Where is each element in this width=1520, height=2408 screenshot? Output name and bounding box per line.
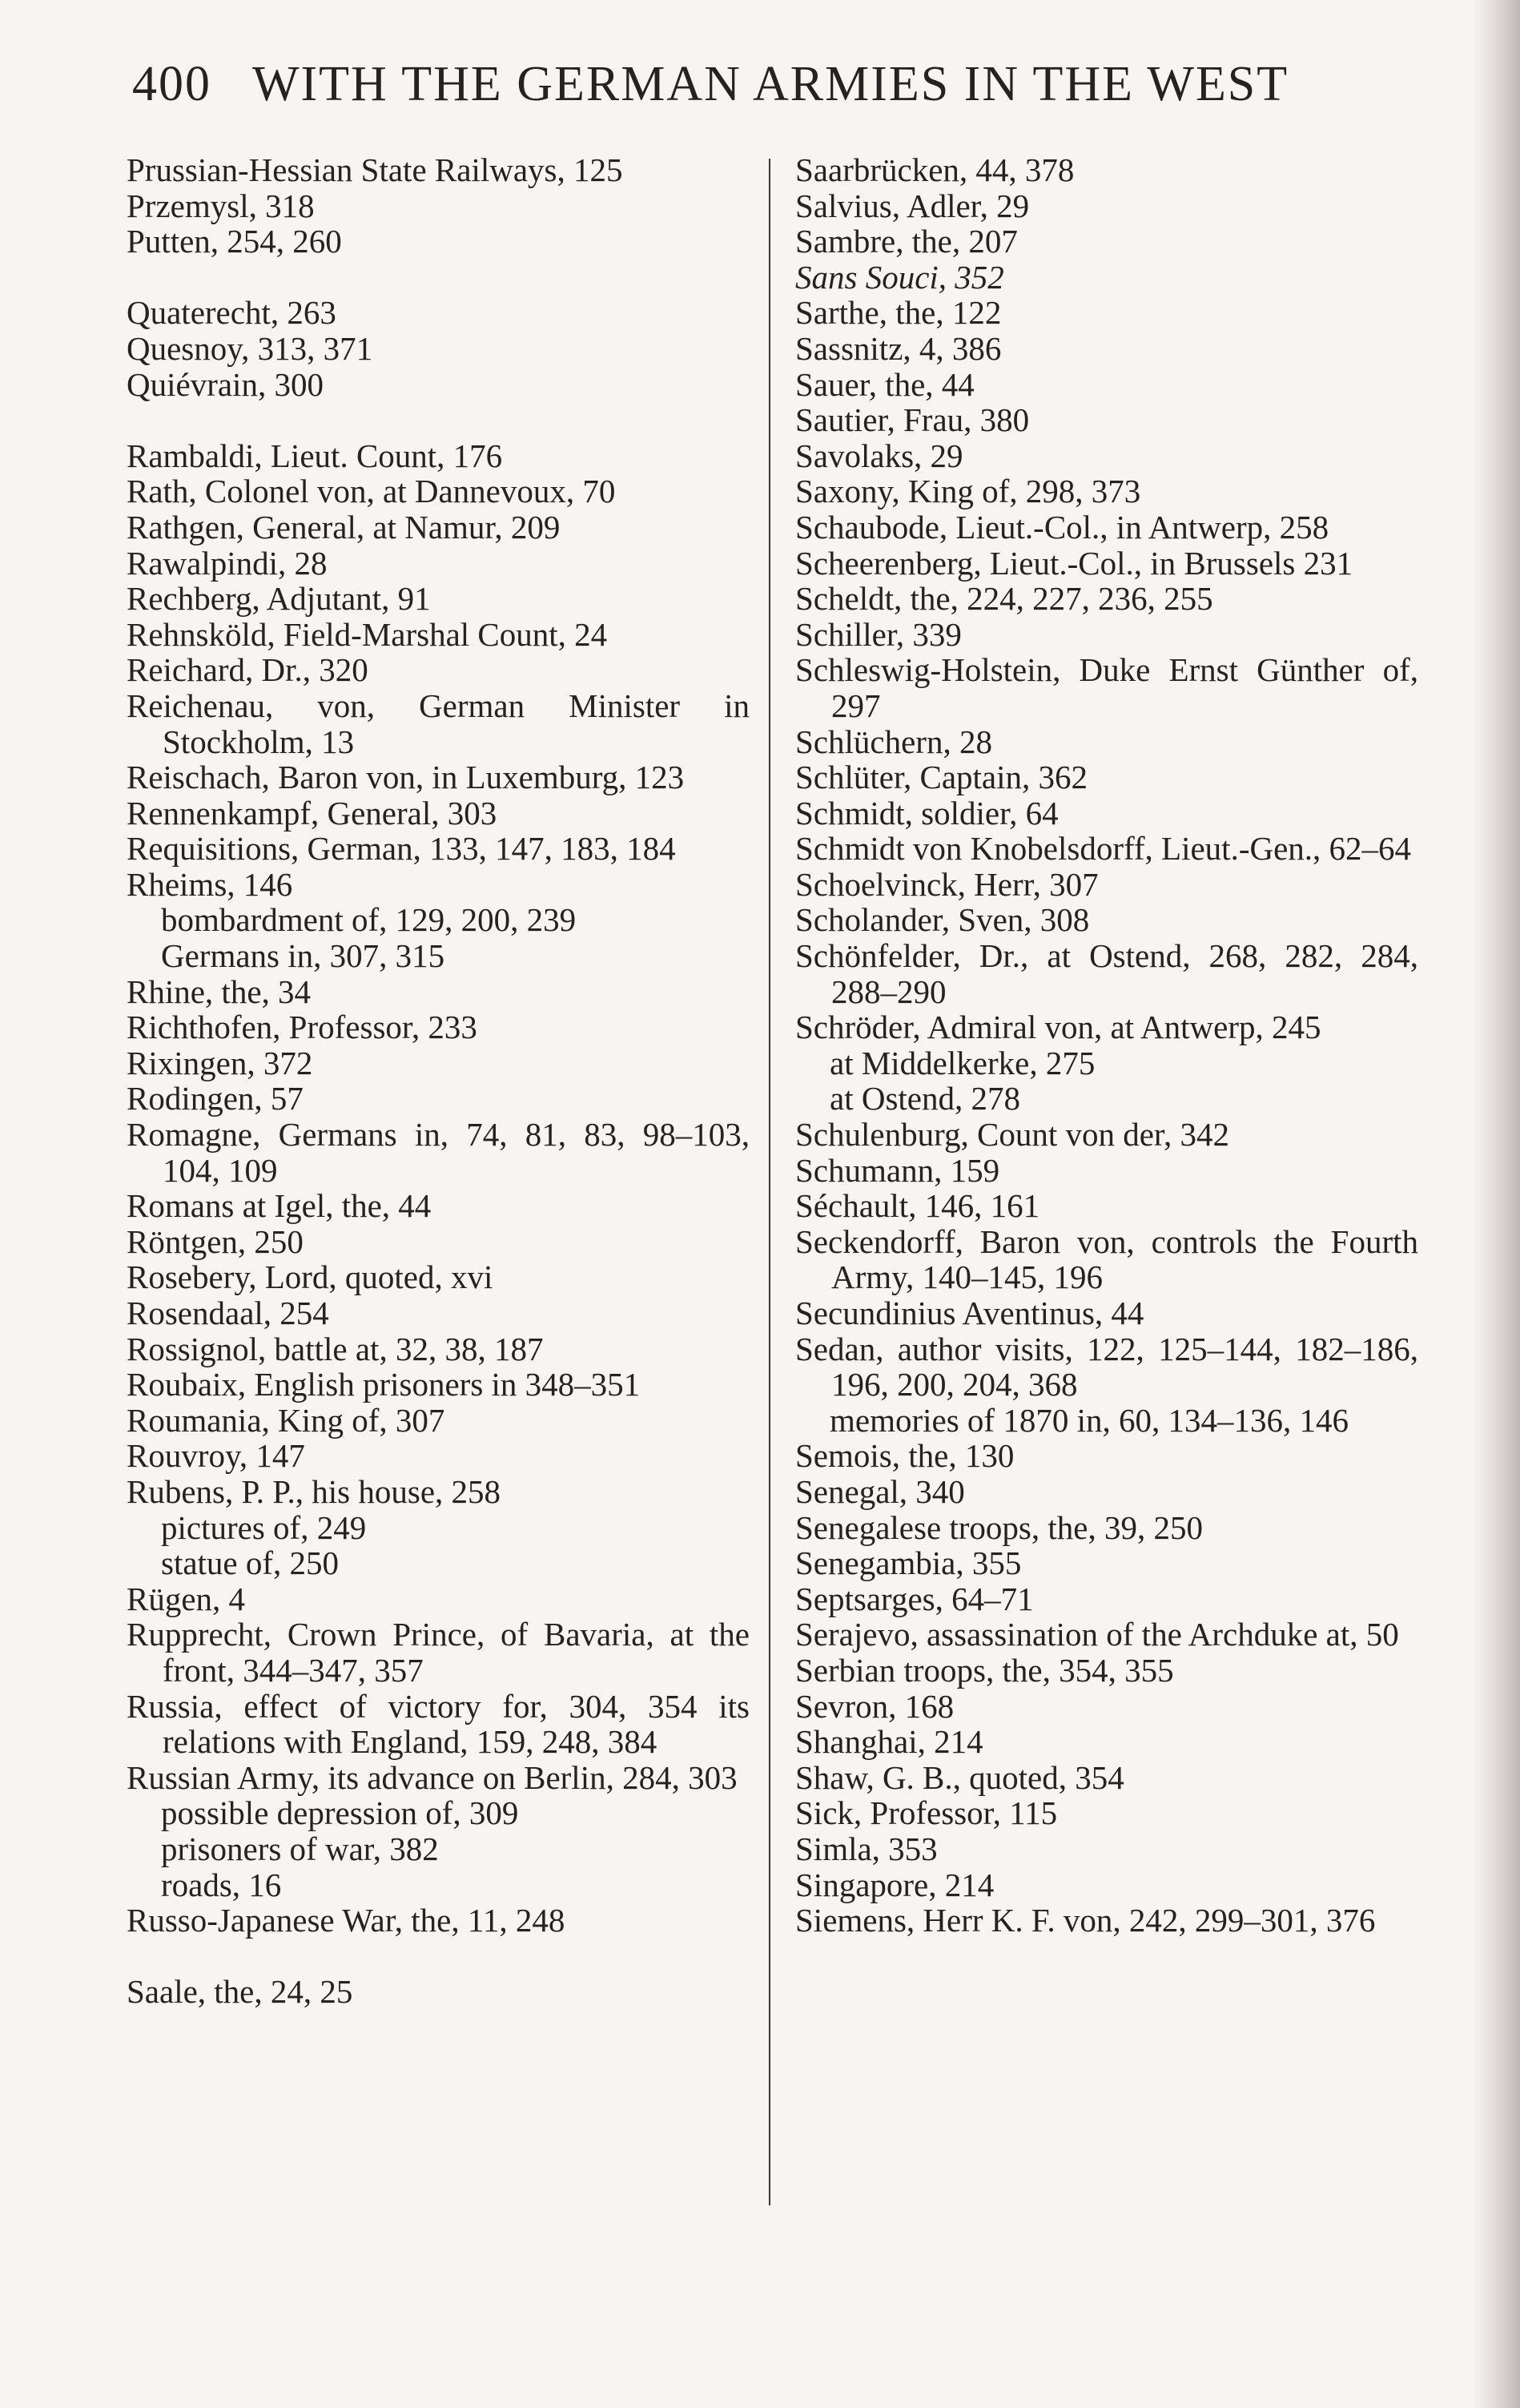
index-entry: Requisitions, German, 133, 147, 183, 184	[127, 830, 676, 868]
running-title: WITH THE GERMAN ARMIES IN THE WEST	[252, 57, 1289, 111]
index-entry: Rodingen, 57	[127, 1080, 304, 1117]
index-column-left	[127, 152, 750, 2010]
index-entry: Rossignol, battle at, 32, 38, 187	[127, 1330, 544, 1367]
index-entry: Sassnitz, 4, 386	[795, 329, 1002, 367]
index-entry: Serbian troops, the, 354, 355	[795, 1651, 1174, 1689]
index-entry: Sambre, the, 207	[795, 223, 1018, 260]
index-entry: Sauer, the, 44	[795, 365, 975, 403]
index-entry: Rennenkampf, General, 303	[127, 794, 497, 832]
index-entry: Quiévrain, 300	[127, 365, 324, 403]
index-entry: Röntgen, 250	[127, 1222, 304, 1260]
index-entry: Septsarges, 64–71	[795, 1580, 1034, 1617]
index-entry: Schoelvinck, Herr, 307	[795, 865, 1099, 903]
index-entry: Rawalpindi, 28	[127, 544, 328, 582]
index-entry: Przemysl, 318	[127, 187, 315, 224]
index-entry: Romagne, Germans in, 74, 81, 83, 98–103, 104, 109	[127, 1116, 750, 1189]
index-entry: Séchault, 146, 161	[795, 1187, 1040, 1225]
index-entry: Scholander, Sven, 308	[795, 901, 1090, 939]
index-entry: Russo-Japanese War, the, 11, 248	[127, 1902, 565, 1939]
index-entry: Rath, Colonel von, at Dannevoux, 70	[127, 473, 616, 510]
index-entry: Schmidt von Knobelsdorff, Lieut.-Gen., 62–64	[795, 830, 1412, 868]
index-entry: Romans at Igel, the, 44	[127, 1187, 432, 1225]
index-entry: Shaw, G. B., quoted, 354	[795, 1758, 1124, 1796]
letter-section-gap	[127, 402, 750, 438]
index-entry: Quesnoy, 313, 371	[127, 329, 373, 367]
index-entry: Secundinius Aventinus, 44	[795, 1295, 1144, 1331]
index-entry: Richthofen, Professor, 233	[127, 1009, 477, 1046]
index-subentry: possible depression of, 309	[161, 1794, 519, 1832]
index-entry: Quaterecht, 263	[127, 294, 336, 332]
index-subentry: at Ostend, 278	[830, 1080, 1020, 1117]
index-entry: Senegalese troops, the, 39, 250	[795, 1508, 1203, 1546]
index-entry: Rechberg, Adjutant, 91	[127, 580, 431, 618]
index-entry: Rügen, 4	[127, 1580, 246, 1617]
index-entry: Rhine, the, 34	[127, 972, 312, 1010]
index-entry: Rixingen, 372	[127, 1044, 313, 1081]
index-entry: Schmidt, soldier, 64	[795, 794, 1059, 832]
index-entry: Schaubode, Lieut.-Col., in Antwerp, 258	[795, 508, 1329, 546]
index-entry: Rathgen, General, at Namur, 209	[127, 508, 561, 546]
index-entry: Rosebery, Lord, quoted, xvi	[127, 1258, 493, 1296]
page-edge-shadow	[1472, 0, 1520, 2408]
index-entry: Schumann, 159	[795, 1151, 1000, 1189]
index-subentry: statue of, 250	[161, 1544, 340, 1582]
index-subentry: bombardment of, 129, 200, 239	[161, 901, 577, 939]
index-subentry: pictures of, 249	[161, 1508, 367, 1546]
index-entry: Sevron, 168	[795, 1687, 955, 1725]
index-entry: Savolaks, 29	[795, 437, 963, 474]
index-entry: Sedan, author visits, 122, 125–144, 182–186, 196, 200, 204, 368	[795, 1330, 1418, 1403]
index-entry: Rupprecht, Crown Prince, of Bavaria, at the front, 344–347, 357	[127, 1616, 750, 1689]
page-header	[132, 56, 1349, 128]
index-entry: Schlüchern, 28	[795, 723, 992, 760]
index-entry: Putten, 254, 260	[127, 223, 342, 260]
column-divider	[769, 159, 770, 2205]
index-entry: Seckendorff, Baron von, controls the Fourth Army, 140–145, 196	[795, 1222, 1418, 1296]
index-entry: Schönfelder, Dr., at Ostend, 268, 282, 284, 288–290	[795, 937, 1418, 1010]
index-entry: Saarbrücken, 44, 378	[795, 151, 1075, 188]
index-entry: Rheims, 146	[127, 865, 293, 903]
index-entry: Saxony, King of, 298, 373	[795, 473, 1141, 510]
letter-section-gap	[127, 1939, 750, 1975]
index-subentry: at Middelkerke, 275	[830, 1044, 1096, 1081]
index-entry: Rehnsköld, Field-Marshal Count, 24	[127, 615, 608, 653]
index-entry: Roumania, King of, 307	[127, 1401, 445, 1439]
index-entry: Schleswig-Holstein, Duke Ernst Günther of, 297	[795, 651, 1418, 724]
index-entry: Schulenburg, Count von der, 342	[795, 1116, 1229, 1154]
index-subentry: Germans in, 307, 315	[161, 937, 445, 975]
index-entry: Senegambia, 355	[795, 1544, 1022, 1582]
index-entry: Rubens, P. P., his house, 258	[127, 1472, 501, 1510]
index-entry: Simla, 353	[795, 1830, 938, 1867]
index-entry: Schiller, 339	[795, 615, 962, 653]
index-entry: Serajevo, assassination of the Archduke at, 50	[795, 1616, 1399, 1653]
index-entry: Salvius, Adler, 29	[795, 187, 1030, 224]
index-entry: Schröder, Admiral von, at Antwerp, 245	[795, 1009, 1321, 1046]
index-entry: Prussian-Hessian State Railways, 125	[127, 151, 623, 188]
index-subentry: memories of 1870 in, 60, 134–136, 146	[830, 1401, 1349, 1439]
index-entry: Russian Army, its advance on Berlin, 284, 303	[127, 1758, 738, 1796]
index-entry: Reischach, Baron von, in Luxemburg, 123	[127, 759, 685, 796]
index-entry: Reichenau, von, German Minister in Stockholm, 13	[127, 687, 750, 760]
index-entry: Sautier, Frau, 380	[795, 401, 1030, 439]
index-entry: Russia, effect of victory for, 304, 354 its relations with England, 159, 248, 384	[127, 1687, 750, 1761]
index-entry: Rouvroy, 147	[127, 1437, 305, 1475]
index-entry: Rambaldi, Lieut. Count, 176	[127, 437, 503, 474]
page-number: 400	[132, 57, 211, 111]
index-entry: Scheldt, the, 224, 227, 236, 255	[795, 580, 1213, 618]
index-entry: Shanghai, 214	[795, 1723, 983, 1761]
index-entry: Rosendaal, 254	[127, 1295, 329, 1331]
index-entry: Senegal, 340	[795, 1472, 965, 1510]
letter-section-gap	[127, 260, 750, 296]
index-entry: Reichard, Dr., 320	[127, 651, 368, 689]
index-subentry: roads, 16	[161, 1866, 282, 1903]
index-entry: Singapore, 214	[795, 1866, 995, 1903]
index-entry: Semois, the, 130	[795, 1437, 1015, 1475]
index-entry: Sans Souci, 352	[795, 258, 1004, 296]
index-entry: Scheerenberg, Lieut.-Col., in Brussels 231	[795, 544, 1353, 582]
index-entry: Schlüter, Captain, 362	[795, 759, 1088, 796]
index-entry: Sarthe, the, 122	[795, 294, 1002, 332]
index-entry: Roubaix, English prisoners in 348–351	[127, 1366, 641, 1403]
index-entry: Siemens, Herr K. F. von, 242, 299–301, 376	[795, 1902, 1376, 1939]
index-subentry: prisoners of war, 382	[161, 1830, 439, 1867]
index-column-right	[795, 152, 1418, 1939]
index-entry: Sick, Professor, 115	[795, 1794, 1058, 1832]
index-entry: Saale, the, 24, 25	[127, 1973, 353, 2011]
